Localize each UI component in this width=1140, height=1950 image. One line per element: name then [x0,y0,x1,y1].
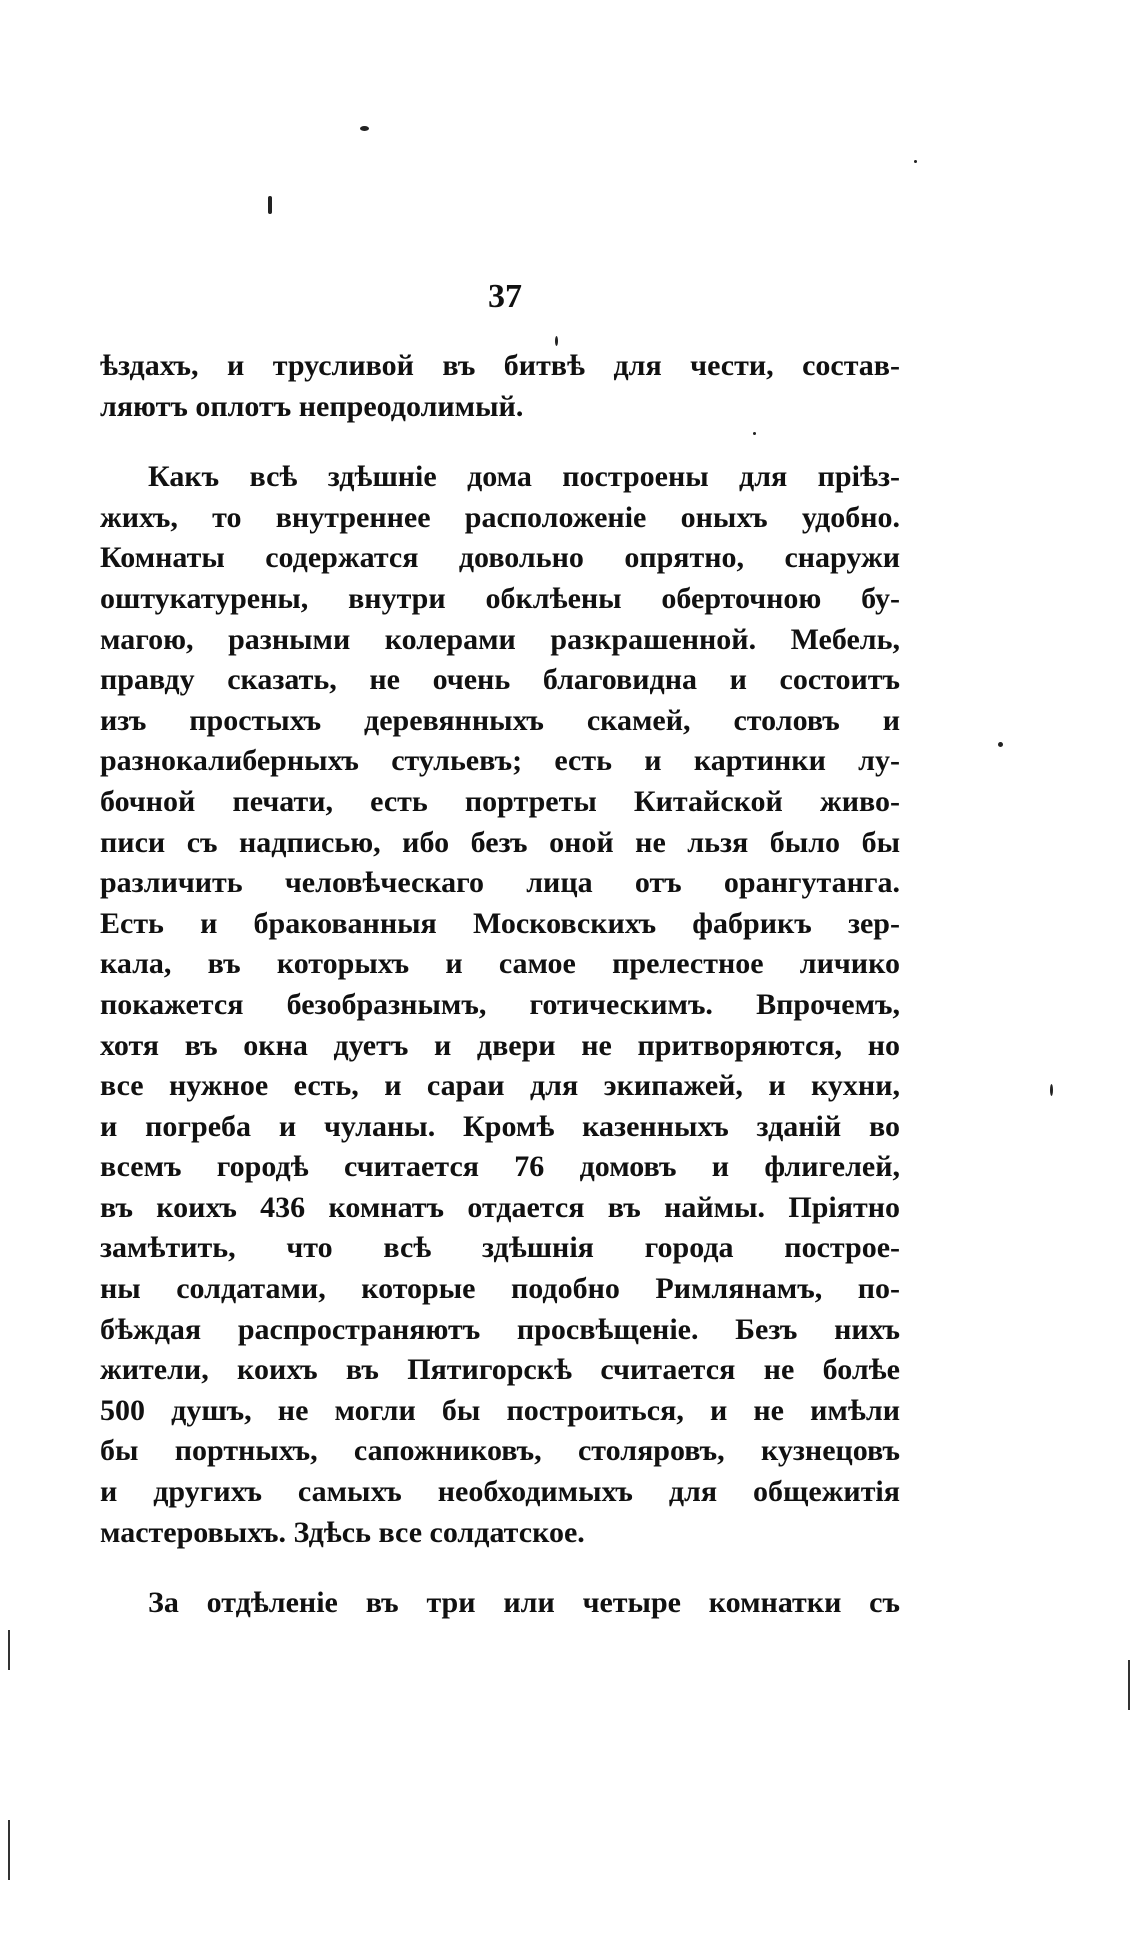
text-line: жители, коихъ въ Пятигорскѣ считается не болѣе [100,1353,900,1387]
text-line: Комнаты содержатся довольно опрятно, снаружи [100,541,900,575]
paragraph-gap [100,427,900,457]
scan-edge-mark [8,1630,10,1670]
text-line: и другихъ самыхъ необходимыхъ для общежитія [100,1475,900,1509]
text-line: все нужное есть, и сараи для экипажей, и кухни, [100,1069,900,1103]
text-line: мастеровыхъ. Здѣсь все солдатское. [100,1515,585,1549]
text-line: кала, въ которыхъ и самое прелестное личико [100,947,900,981]
text-line: Есть и бракованныя Московскихъ фабрикъ зер- [100,906,900,940]
scan-speck [1050,1084,1053,1096]
scan-speck [998,742,1003,747]
text-line: хотя въ окна дуетъ и двери не притворяются, но [100,1028,900,1062]
page-text [100,346,900,1624]
text-line: покажется безобразнымъ, готическимъ. Впрочемъ, [100,987,900,1021]
text-line: всемъ городѣ считается 76 домовъ и флигелей, [100,1150,900,1184]
scan-speck [268,196,272,214]
paragraph [100,1583,900,1624]
page-number: 37 [488,278,522,315]
paragraph [100,346,900,427]
text-line: 500 душъ, не могли бы построиться, и не имѣли [100,1393,900,1427]
scan-speck [360,126,369,131]
text-line: бочной печати, есть портреты Китайской живо- [100,784,900,818]
text-line: бѣждая распространяютъ просвѣщеніе. Безъ нихъ [100,1312,900,1346]
text-line: магою, разными колерами разкрашенной. Мебель, [100,622,900,656]
text-line: Какъ всѣ здѣшніе дома построены для пріѣз- [148,460,900,494]
text-line: жихъ, то внутреннее расположеніе оныхъ удобно. [100,500,900,534]
scan-edge-mark [8,1820,10,1880]
text-line: бы портныхъ, сапожниковъ, столяровъ, кузнецовъ [100,1434,900,1468]
text-line: правду сказать, не очень благовидна и состоитъ [100,663,900,697]
text-line: За отдѣленіе въ три или четыре комнатки съ [148,1586,900,1620]
text-line: ны солдатами, которые подобно Римлянамъ, по- [100,1272,900,1306]
text-line: различить человѣческаго лица отъ орангутанга. [100,866,900,900]
text-line: замѣтить, что всѣ здѣшнія города построе- [100,1231,900,1265]
text-line: разнокалиберныхъ стульевъ; есть и картинки лу- [100,744,900,778]
scan-speck [555,336,558,346]
paragraph-gap [100,1553,900,1583]
text-line: ѣздахъ, и трусливой въ битвѣ для чести, состав- [100,349,900,382]
text-line: писи съ надписью, ибо безъ оной не льзя было бы [100,825,900,859]
text-line: ляютъ оплотъ непреодолимый. [100,389,524,423]
scan-speck [914,160,917,163]
scan-edge-mark [1128,1660,1130,1710]
text-line: оштукатурены, внутри обклѣены оберточною бу- [100,581,900,615]
text-line: изъ простыхъ деревянныхъ скамей, столовъ и [100,703,900,737]
text-line: и погреба и чуланы. Кромѣ казенныхъ зданій во [100,1109,900,1143]
paragraph [100,457,900,1553]
text-line: въ коихъ 436 комнатъ отдается въ наймы. Пріятно [100,1190,900,1224]
